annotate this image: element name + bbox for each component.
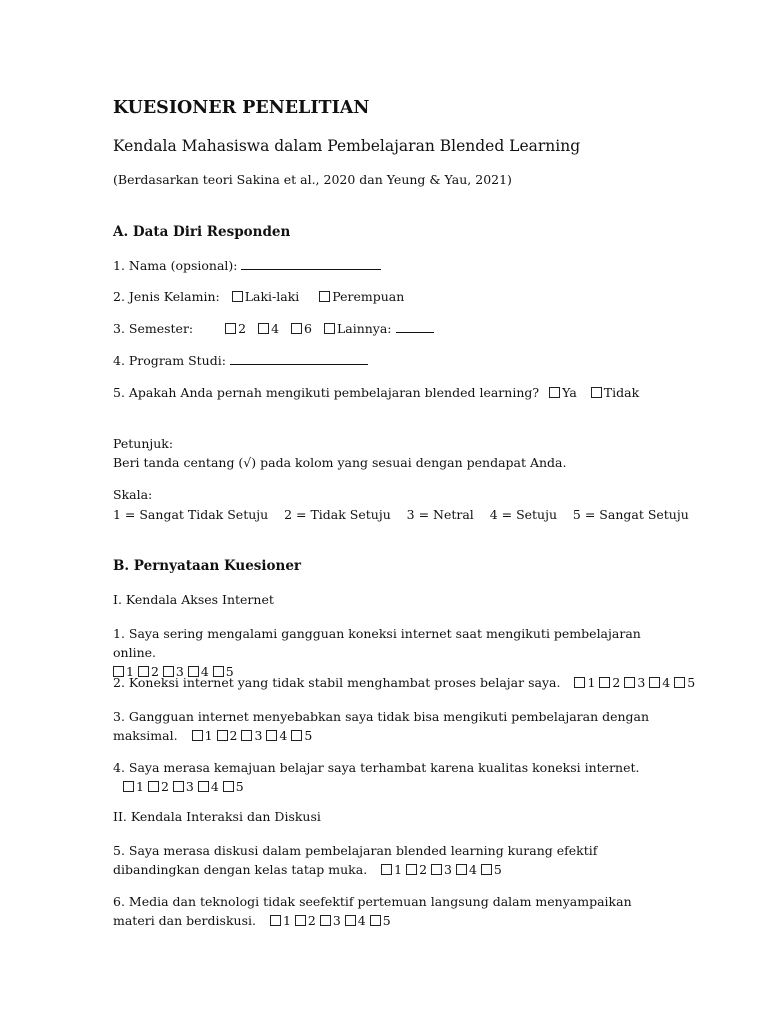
group-heading-interaksi: II. Kendala Interaksi dan Diskusi bbox=[113, 809, 321, 824]
option-label: Ya bbox=[562, 385, 577, 400]
rating-label: 4 bbox=[200, 664, 209, 679]
rating-scale bbox=[270, 913, 391, 928]
statement-text: 5. Saya merasa diskusi dalam pembelajaran blended learning kurang efektif dibandingkan dengan kelas tatap muka. bbox=[113, 843, 598, 877]
rating-label: 5 bbox=[225, 664, 234, 679]
rating-label: 2 bbox=[160, 779, 169, 794]
rating-label: 1 bbox=[282, 913, 291, 928]
field-jenis-kelamin bbox=[113, 289, 404, 305]
doc-subtitle: Kendala Mahasiswa dalam Pembelajaran Blended Learning bbox=[113, 137, 581, 155]
rating-option-2[interactable] bbox=[148, 779, 169, 794]
checkbox-icon bbox=[295, 915, 306, 926]
rating-option-3[interactable] bbox=[624, 675, 645, 690]
rating-option-2[interactable] bbox=[295, 913, 316, 928]
section-a-heading: A. Data Diri Responden bbox=[113, 224, 291, 240]
checkbox-icon bbox=[258, 323, 269, 334]
statement-text: 6. Media dan teknologi tidak seefektif pertemuan langsung dalam menyampaikan materi dan berdiskusi. bbox=[113, 894, 632, 928]
checkbox-icon bbox=[406, 864, 417, 875]
statement-text: 1. Saya sering mengalami gangguan koneksi internet saat mengikuti pembelajaran online. bbox=[113, 626, 641, 660]
skala-text: 1 = Sangat Tidak Setuju 2 = Tidak Setuju 3 = Netral 4 = Setuju 5 = Sangat Setuju bbox=[113, 507, 689, 522]
rating-option-5[interactable] bbox=[674, 675, 695, 690]
rating-option-3[interactable] bbox=[431, 862, 452, 877]
rating-label: 1 bbox=[394, 862, 403, 877]
option-label: Tidak bbox=[603, 385, 640, 400]
rating-label: 4 bbox=[468, 862, 477, 877]
checkbox-icon bbox=[624, 677, 635, 688]
rating-label: 1 bbox=[126, 664, 134, 679]
option-label: 6 bbox=[304, 321, 312, 336]
checkbox-icon bbox=[319, 291, 330, 302]
checkbox-icon bbox=[370, 915, 381, 926]
rating-option-4[interactable] bbox=[345, 913, 366, 928]
rating-label: 2 bbox=[612, 675, 621, 690]
rating-label: 4 bbox=[210, 779, 219, 794]
rating-option-1[interactable] bbox=[270, 913, 291, 928]
rating-option-3[interactable] bbox=[173, 779, 194, 794]
statement-3 bbox=[113, 707, 653, 745]
rating-option-4[interactable] bbox=[649, 675, 670, 690]
rating-option-1[interactable] bbox=[192, 728, 213, 743]
option-semester-lainnya[interactable] bbox=[324, 321, 434, 337]
rating-label: 5 bbox=[304, 728, 313, 743]
rating-scale bbox=[192, 728, 313, 743]
skala-label: Skala: bbox=[113, 487, 153, 502]
checkbox-icon bbox=[324, 323, 335, 334]
rating-label: 5 bbox=[235, 779, 244, 794]
rating-label: 1 bbox=[136, 779, 144, 794]
rating-option-5[interactable] bbox=[481, 862, 502, 877]
statement-text: 3. Gangguan internet menyebabkan saya tidak bisa mengikuti pembelajaran dengan maksimal. bbox=[113, 709, 650, 743]
field-jenis-kelamin-label: 2. Jenis Kelamin: bbox=[113, 289, 220, 304]
statement-1 bbox=[113, 624, 653, 681]
option-label: 4 bbox=[271, 321, 280, 336]
checkbox-icon bbox=[198, 781, 209, 792]
option-label: Laki-laki bbox=[244, 289, 300, 304]
checkbox-icon bbox=[241, 730, 252, 741]
rating-scale bbox=[123, 779, 244, 794]
program-studi-blank[interactable] bbox=[230, 353, 368, 365]
rating-label: 2 bbox=[229, 728, 238, 743]
checkbox-icon bbox=[291, 323, 302, 334]
checkbox-icon bbox=[649, 677, 660, 688]
checkbox-icon bbox=[123, 781, 134, 792]
checkbox-icon bbox=[320, 915, 331, 926]
option-perempuan[interactable] bbox=[319, 289, 404, 305]
checkbox-icon bbox=[674, 677, 685, 688]
rating-label: 3 bbox=[254, 728, 263, 743]
option-laki-laki[interactable] bbox=[232, 289, 300, 305]
rating-option-4[interactable] bbox=[198, 779, 219, 794]
rating-label: 5 bbox=[687, 675, 696, 690]
petunjuk-text: Beri tanda centang (√) pada kolom yang sesuai dengan pendapat Anda. bbox=[113, 455, 567, 470]
statement-text: 2. Koneksi internet yang tidak stabil menghambat proses belajar saya. bbox=[113, 675, 561, 690]
rating-label: 1 bbox=[587, 675, 596, 690]
checkbox-icon bbox=[291, 730, 302, 741]
checkbox-icon bbox=[223, 781, 234, 792]
option-label: Perempuan bbox=[332, 289, 405, 304]
checkbox-icon bbox=[192, 730, 203, 741]
rating-option-1[interactable] bbox=[574, 675, 595, 690]
option-ya[interactable] bbox=[549, 385, 577, 401]
checkbox-icon bbox=[232, 291, 243, 302]
rating-scale bbox=[381, 862, 502, 877]
rating-label: 3 bbox=[332, 913, 341, 928]
option-semester-6[interactable] bbox=[291, 321, 312, 337]
field-nama bbox=[113, 258, 381, 274]
field-nama-label: 1. Nama (opsional): bbox=[113, 258, 238, 273]
rating-option-2[interactable] bbox=[599, 675, 620, 690]
rating-scale bbox=[574, 675, 695, 690]
petunjuk-label: Petunjuk: bbox=[113, 436, 174, 451]
rating-option-4[interactable] bbox=[266, 728, 287, 743]
field-semester bbox=[113, 321, 434, 337]
option-label: 2 bbox=[238, 321, 247, 336]
checkbox-icon bbox=[345, 915, 356, 926]
checkbox-icon bbox=[148, 781, 159, 792]
rating-label: 4 bbox=[662, 675, 671, 690]
checkbox-icon bbox=[456, 864, 467, 875]
checkbox-icon bbox=[574, 677, 585, 688]
checkbox-icon bbox=[217, 730, 228, 741]
statement-text: 4. Saya merasa kemajuan belajar saya terhambat karena kualitas koneksi internet. bbox=[113, 760, 640, 775]
checkbox-icon bbox=[431, 864, 442, 875]
rating-label: 3 bbox=[637, 675, 646, 690]
checkbox-icon bbox=[225, 323, 236, 334]
nama-blank[interactable] bbox=[241, 258, 381, 270]
statement-5 bbox=[113, 841, 653, 879]
rating-label: 4 bbox=[357, 913, 366, 928]
rating-option-2[interactable] bbox=[406, 862, 427, 877]
checkbox-icon bbox=[481, 864, 492, 875]
doc-title: KUESIONER PENELITIAN bbox=[113, 98, 370, 118]
rating-option-5[interactable] bbox=[223, 779, 244, 794]
lainnya-blank[interactable] bbox=[396, 321, 434, 333]
checkbox-icon bbox=[381, 864, 392, 875]
statement-2 bbox=[113, 675, 695, 691]
checkbox-icon bbox=[266, 730, 277, 741]
rating-option-1[interactable] bbox=[381, 862, 402, 877]
rating-label: 2 bbox=[150, 664, 159, 679]
field-program-studi bbox=[113, 353, 368, 369]
rating-option-5[interactable] bbox=[370, 913, 391, 928]
rating-label: 3 bbox=[185, 779, 194, 794]
statement-4 bbox=[113, 758, 653, 796]
rating-option-1[interactable] bbox=[123, 779, 144, 794]
checkbox-icon bbox=[599, 677, 610, 688]
field-semester-label: 3. Semester: bbox=[113, 321, 194, 336]
rating-label: 3 bbox=[175, 664, 184, 679]
rating-label: 1 bbox=[204, 728, 213, 743]
group-heading-internet: I. Kendala Akses Internet bbox=[113, 592, 274, 607]
field-blended-experience bbox=[113, 385, 639, 401]
rating-label: 3 bbox=[444, 862, 452, 877]
option-semester-2[interactable] bbox=[225, 321, 246, 337]
option-label: Lainnya: bbox=[336, 321, 392, 336]
rating-label: 5 bbox=[382, 913, 391, 928]
rating-option-3[interactable] bbox=[241, 728, 262, 743]
checkbox-icon bbox=[591, 387, 602, 398]
field-blended-experience-label: 5. Apakah Anda pernah mengikuti pembelajaran blended learning? bbox=[113, 385, 540, 400]
rating-label: 2 bbox=[419, 862, 428, 877]
checkbox-icon bbox=[549, 387, 560, 398]
statement-6 bbox=[113, 892, 653, 930]
option-semester-4[interactable] bbox=[258, 321, 279, 337]
rating-label: 2 bbox=[307, 913, 316, 928]
doc-basis: (Berdasarkan teori Sakina et al., 2020 dan Yeung & Yau, 2021) bbox=[113, 172, 512, 187]
rating-label: 5 bbox=[493, 862, 502, 877]
rating-option-2[interactable] bbox=[217, 728, 238, 743]
checkbox-icon bbox=[270, 915, 281, 926]
field-program-studi-label: 4. Program Studi: bbox=[113, 353, 226, 368]
option-tidak[interactable] bbox=[591, 385, 639, 401]
rating-option-5[interactable] bbox=[291, 728, 312, 743]
rating-option-3[interactable] bbox=[320, 913, 341, 928]
rating-option-4[interactable] bbox=[456, 862, 477, 877]
rating-label: 4 bbox=[279, 728, 288, 743]
checkbox-icon bbox=[173, 781, 184, 792]
section-b-heading: B. Pernyataan Kuesioner bbox=[113, 558, 302, 574]
